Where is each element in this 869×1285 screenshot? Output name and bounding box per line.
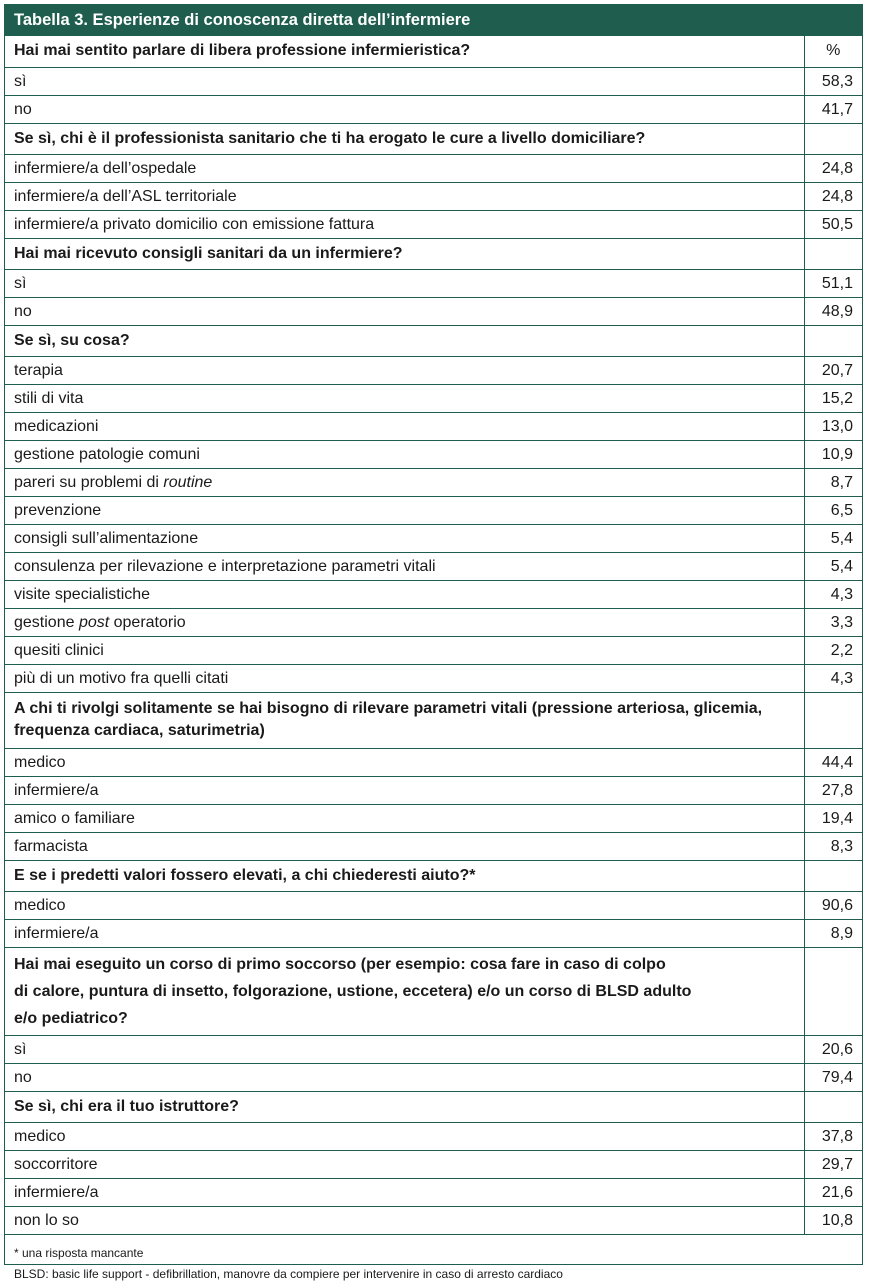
row-label: infermiere/a privato domicilio con emissione fattura [5,210,804,238]
row-label: soccorritore [5,1150,804,1178]
row-value: 44,4 [804,748,862,776]
row-label: infermiere/a dell’ASL territoriale [5,182,804,210]
table-row [5,1150,862,1178]
row-value: 51,1 [804,269,862,297]
row-value: 8,3 [804,832,862,860]
row-label: quesiti clinici [5,636,804,664]
row-label-italic: routine [163,473,213,491]
row-value: 8,7 [804,468,862,496]
table-row [5,891,862,919]
table-row [5,636,862,664]
table-row [5,1063,862,1091]
row-label: terapia [5,356,804,384]
row-value: 3,3 [804,608,862,636]
row-label: gestione patologie comuni [5,440,804,468]
row-value: 79,4 [804,1063,862,1091]
row-label: visite specialistiche [5,580,804,608]
table-row [5,182,862,210]
row-label: no [5,95,804,123]
question-text: A chi ti rivolgi solitamente se hai bisogno di rilevare parametri vitali (pressione arteriosa, glicemia, frequenza cardiaca, saturimetria) [5,692,804,748]
row-label: infermiere/a [5,919,804,947]
table-row [5,269,862,297]
data-table [5,36,862,1235]
question-line: e/o pediatrico? [14,1009,128,1027]
row-value: 5,4 [804,524,862,552]
question-text: Se sì, chi era il tuo istruttore? [5,1091,804,1122]
table-container [4,4,863,1281]
question-text [5,947,804,1035]
table-row [5,804,862,832]
row-value: 2,2 [804,636,862,664]
table-row [5,748,862,776]
row-label: sì [5,269,804,297]
question-pct-cell [804,1091,862,1122]
row-label: farmacista [5,832,804,860]
table-row [5,776,862,804]
question-line: di calore, puntura di insetto, folgorazione, ustione, eccetera) e/o un corso di BLSD adulto [14,982,692,1000]
row-value: 48,9 [804,297,862,325]
table-row [5,580,862,608]
table-row [5,356,862,384]
row-label: infermiere/a dell’ospedale [5,154,804,182]
table-row [5,832,862,860]
table-row [5,297,862,325]
row-label: infermiere/a [5,776,804,804]
table-row [5,384,862,412]
row-label: medico [5,1122,804,1150]
table-row [5,67,862,95]
row-label: no [5,1063,804,1091]
row-label: consulenza per rilevazione e interpretazione parametri vitali [5,552,804,580]
row-label: infermiere/a [5,1178,804,1206]
row-value: 21,6 [804,1178,862,1206]
footnotes [5,1235,862,1285]
row-label [5,608,804,636]
question-text: Hai mai ricevuto consigli sanitari da un infermiere? [5,238,804,269]
row-value: 20,6 [804,1035,862,1063]
row-label: sì [5,1035,804,1063]
row-label: medico [5,891,804,919]
row-value: 10,8 [804,1206,862,1234]
question-row [5,123,862,154]
question-text: Se sì, su cosa? [5,325,804,356]
question-pct-cell [804,325,862,356]
row-label: medico [5,748,804,776]
row-value: 19,4 [804,804,862,832]
row-label: no [5,297,804,325]
table-row [5,496,862,524]
question-pct-cell [804,123,862,154]
table-row [5,154,862,182]
row-label: stili di vita [5,384,804,412]
row-label: consigli sull’alimentazione [5,524,804,552]
percent-header: % [804,36,862,67]
question-pct-cell [804,238,862,269]
table-row [5,95,862,123]
table-row [5,210,862,238]
row-value: 15,2 [804,384,862,412]
row-value: 20,7 [804,356,862,384]
row-value: 10,9 [804,440,862,468]
row-label-part: operatorio [109,613,186,631]
footnote-missing-answer: * una risposta mancante [14,1245,144,1260]
row-value: 6,5 [804,496,862,524]
row-value: 24,8 [804,182,862,210]
row-value: 90,6 [804,891,862,919]
table-row [5,608,862,636]
row-value: 13,0 [804,412,862,440]
question-pct-cell [804,692,862,748]
row-label-italic: post [78,613,110,631]
table-row [5,664,862,692]
question-row [5,1091,862,1122]
question-row [5,325,862,356]
row-value: 29,7 [804,1150,862,1178]
table-row [5,1178,862,1206]
row-value: 37,8 [804,1122,862,1150]
row-label: più di un motivo fra quelli citati [5,664,804,692]
question-row [5,238,862,269]
row-label: prevenzione [5,496,804,524]
question-row [5,692,862,748]
question-row [5,947,862,1035]
question-pct-cell [804,860,862,891]
table-row [5,919,862,947]
table-row [5,1035,862,1063]
row-value: 8,9 [804,919,862,947]
table-row [5,412,862,440]
row-value: 5,4 [804,552,862,580]
row-label: sì [5,67,804,95]
row-label-part: pareri su problemi di [14,473,164,491]
table-row [5,468,862,496]
table-row [5,524,862,552]
footnote-blsd: BLSD: basic life support - defibrillation, manovre da compiere per intervenire in caso di arresto cardiaco [14,1266,563,1281]
question-text: Se sì, chi è il professionista sanitario che ti ha erogato le cure a livello domiciliare? [5,123,804,154]
row-value: 4,3 [804,664,862,692]
row-label: medicazioni [5,412,804,440]
table-row [5,440,862,468]
question-row [5,36,862,67]
question-text: E se i predetti valori fossero elevati, a chi chiederesti aiuto?* [5,860,804,891]
row-label: non lo so [5,1206,804,1234]
row-label-part: gestione [14,613,79,631]
question-pct-cell [804,947,862,1035]
table-row [5,552,862,580]
row-value: 41,7 [804,95,862,123]
row-label: amico o familiare [5,804,804,832]
row-value: 27,8 [804,776,862,804]
question-row [5,860,862,891]
question-line: Hai mai eseguito un corso di primo soccorso (per esempio: cosa fare in caso di colpo [14,955,666,973]
row-value: 50,5 [804,210,862,238]
row-value: 4,3 [804,580,862,608]
row-label [5,468,804,496]
table-row [5,1206,862,1234]
table-title: Tabella 3. Esperienze di conoscenza diretta dell’infermiere [5,5,862,36]
table-row [5,1122,862,1150]
row-value: 58,3 [804,67,862,95]
row-value: 24,8 [804,154,862,182]
question-text: Hai mai sentito parlare di libera professione infermieristica? [5,36,804,67]
